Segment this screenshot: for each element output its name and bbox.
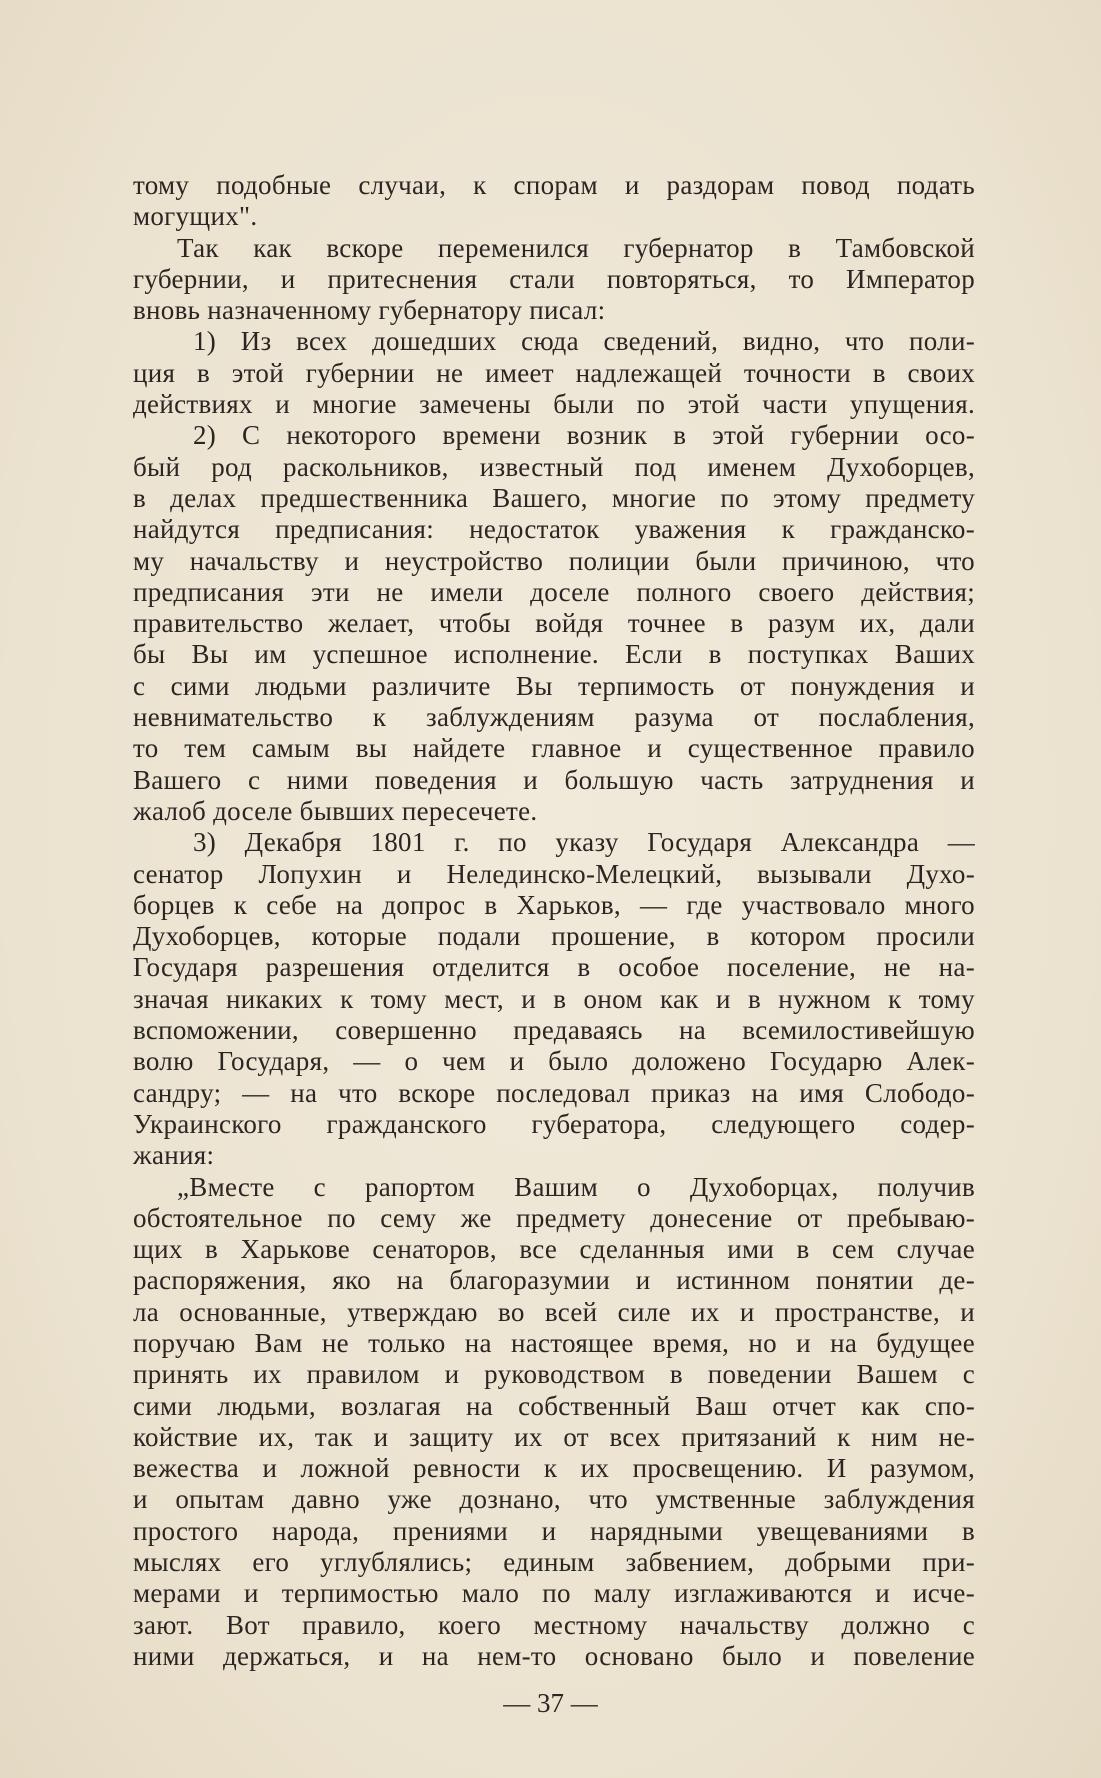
text-line: мыслях его углублялись; единым забвением, добрыми при-	[133, 1547, 975, 1578]
text-line: в делах предшественника Вашего, многие по этому предмету	[133, 482, 975, 513]
text-line: вспоможении, совершенно предаваясь на всемилостивейшую	[133, 1015, 975, 1046]
text-line: поручаю Вам не только на настоящее время, но и на будущее	[133, 1327, 975, 1358]
text-line: Вашего с ними поведения и большую часть затруднения и	[133, 764, 975, 795]
text-line: „Вместе с рапортом Вашим о Духоборцах, получив	[177, 1171, 975, 1202]
text-line: бы Вы им успешное исполнение. Если в поступках Ваших	[133, 639, 975, 670]
text-line: то тем самым вы найдете главное и существенное правило	[133, 733, 975, 764]
text-line: с сими людьми различите Вы терпимость от понуждения и	[133, 670, 975, 701]
text-line: принять их правилом и руководством в поведении Вашем с	[133, 1359, 975, 1390]
text-line: Духоборцев, которые подали прошение, в котором просили	[133, 921, 975, 952]
text-line: распоряжения, яко на благоразумии и истинном понятии де-	[133, 1265, 975, 1296]
text-line: 1) Из всех дошедших сюда сведений, видно, что поли-	[193, 326, 975, 357]
text-line: Государя разрешения отделится в особое поселение, не на-	[133, 952, 975, 983]
text-line: бый род раскольников, известный под именем Духоборцев,	[133, 451, 975, 482]
text-line: койствие их, так и защиту их от всех притязаний к ним не-	[133, 1421, 975, 1452]
text-line: тому подобные случаи, к спорам и раздорам повод подать	[133, 170, 975, 200]
text-line: сими людьми, возлагая на собственный Ваш отчет как спо-	[133, 1390, 975, 1421]
text-line: ла основанные, утверждаю во всей силе их и пространстве, и	[133, 1296, 975, 1327]
text-line: щих в Харькове сенаторов, все сделанныя ими в сем случае	[133, 1234, 975, 1265]
page-number: — 37 —	[503, 1688, 598, 1718]
text-line: 2) С некоторого времени возник в этой губернии осо-	[193, 420, 975, 451]
text-line: жания:	[133, 1140, 215, 1171]
text-line: волю Государя, — о чем и было доложено Государю Алек-	[133, 1046, 975, 1077]
text-line: ними держаться, и на нем-то основано было и повеление	[133, 1640, 975, 1671]
text-line: Так как вскоре переменился губернатор в Тамбовской	[177, 232, 975, 263]
text-line: 3) Декабря 1801 г. по указу Государя Александра —	[193, 827, 975, 858]
text-line: предписания эти не имели доселе полного своего действия;	[133, 576, 975, 607]
text-line: ция в этой губернии не имеет надлежащей точности в своих	[133, 357, 975, 388]
text-line: найдутся предписания: недостаток уважения к гражданско-	[133, 514, 975, 545]
text-line: жалоб доселе бывших пересечете.	[133, 795, 538, 826]
text-line: борцев к себе на допрос в Харьков, — где участвовало много	[133, 889, 975, 920]
text-line: сенатор Лопухин и Нелединско-Мелецкий, вызывали Духо-	[133, 858, 975, 889]
text-line: невнимательство к заблуждениям разума от послабления,	[133, 702, 975, 733]
text-line: вновь назначенному губернатору писал:	[133, 295, 606, 326]
text-line: Украинского гражданского губератора, следующего содер-	[133, 1108, 975, 1139]
text-line: правительство желает, чтобы войдя точнее в разум их, дали	[133, 608, 975, 639]
text-line: му начальству и неустройство полиции были причиною, что	[133, 545, 975, 576]
text-line: обстоятельное по сему же предмету донесение от пребываю-	[133, 1202, 975, 1233]
text-line: мерами и терпимостью мало по малу изглаживаются и исче-	[133, 1578, 975, 1609]
text-line: значая никаких к тому мест, и в оном как и в нужном к тому	[133, 983, 975, 1014]
text-line: могущих".	[133, 201, 258, 232]
body-text	[133, 170, 975, 1672]
text-line: сандру; — на что вскоре последовал приказ на имя Слободо-	[133, 1077, 975, 1108]
text-line: вежества и ложной ревности к их просвещению. И разумом,	[133, 1453, 975, 1484]
text-line: зают. Вот правило, коего местному начальству должно с	[133, 1609, 975, 1640]
text-line: действиях и многие замечены были по этой части упущения.	[133, 389, 975, 420]
text-line: простого народа, прениями и нарядными увещеваниями в	[133, 1515, 975, 1546]
text-line: губернии, и притеснения стали повторяться, то Император	[133, 263, 975, 294]
text-line: и опытам давно уже дознано, что умственные заблуждения	[133, 1484, 975, 1515]
